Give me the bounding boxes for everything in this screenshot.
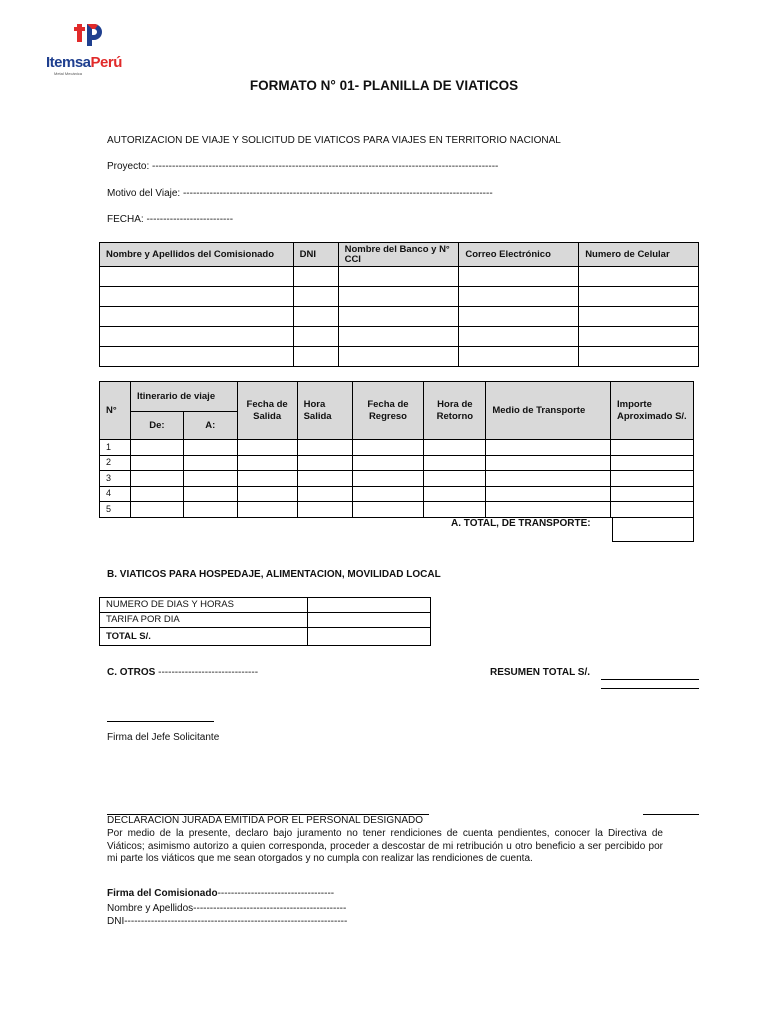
table-cell[interactable] — [611, 502, 694, 518]
table-row — [100, 598, 431, 613]
table-row — [100, 455, 694, 471]
table-cell[interactable] — [100, 307, 294, 327]
table-cell[interactable] — [308, 598, 431, 613]
table-cell[interactable] — [293, 347, 338, 367]
firma-comisionado-field[interactable] — [107, 888, 334, 899]
table-cell[interactable] — [237, 471, 297, 487]
table-row — [100, 440, 694, 456]
resumen-line-2 — [601, 688, 699, 689]
row-number: 3 — [100, 471, 131, 487]
table-row — [100, 267, 699, 287]
table-cell[interactable] — [297, 455, 352, 471]
table-cell[interactable] — [424, 455, 486, 471]
table-row — [100, 471, 694, 487]
table-cell[interactable] — [237, 440, 297, 456]
row-number: 2 — [100, 455, 131, 471]
table-row — [100, 287, 699, 307]
col-header-a: A: — [183, 412, 237, 440]
col-header-hora-retorno: Hora de Retorno — [424, 382, 486, 440]
col-header-dni: DNI — [293, 243, 338, 267]
col-header-de: De: — [130, 412, 183, 440]
table-cell[interactable] — [459, 307, 579, 327]
total-transporte-field[interactable] — [612, 518, 694, 542]
resumen-total-label: RESUMEN TOTAL S/. — [490, 667, 591, 678]
firma-comisionado-label: Firma del Comisionado — [107, 888, 218, 899]
table-cell[interactable] — [293, 327, 338, 347]
row-number: 1 — [100, 440, 131, 456]
row-number: 5 — [100, 502, 131, 518]
table-cell[interactable] — [237, 502, 297, 518]
viaticos-table — [99, 597, 431, 646]
table-cell[interactable] — [486, 440, 611, 456]
table-cell[interactable] — [611, 486, 694, 502]
otros-label: C. OTROS — [107, 667, 156, 678]
table-cell[interactable] — [183, 440, 237, 456]
table-cell[interactable] — [611, 440, 694, 456]
declaracion-line-right — [643, 814, 699, 815]
motivo-field[interactable]: Motivo del Viaje: --------------------------------------------------------------------------------------------- — [107, 188, 493, 199]
table-cell[interactable] — [130, 471, 183, 487]
nombre-apellidos-field[interactable]: Nombre y Apellidos---------------------------------------------- — [107, 903, 347, 914]
section-b-heading: B. VIATICOS PARA HOSPEDAJE, ALIMENTACION, MOVILIDAD LOCAL — [107, 569, 441, 580]
table-cell[interactable] — [611, 455, 694, 471]
declaracion-heading: DECLARACION JURADA EMITIDA POR EL PERSONAL DESIGNADO — [107, 815, 423, 826]
row-label-total: TOTAL S/. — [100, 628, 308, 646]
table-cell[interactable] — [237, 486, 297, 502]
table-cell[interactable] — [424, 502, 486, 518]
col-header-correo: Correo Electrónico — [459, 243, 579, 267]
table-cell[interactable] — [130, 440, 183, 456]
table-cell[interactable] — [130, 486, 183, 502]
table-cell[interactable] — [424, 486, 486, 502]
col-header-hora-salida: Hora Salida — [297, 382, 352, 440]
col-header-itinerario: Itinerario de viaje — [130, 382, 237, 412]
logo-wordmark: ItemsaPerú — [46, 54, 122, 71]
firma-jefe-label: Firma del Jefe Solicitante — [107, 732, 220, 743]
table-cell[interactable] — [579, 307, 699, 327]
logo-subtitle: Metal Mecánica — [54, 71, 83, 76]
table-cell[interactable] — [611, 471, 694, 487]
table-cell[interactable] — [338, 347, 459, 367]
col-header-fecha-regreso: Fecha de Regreso — [352, 382, 424, 440]
table-cell[interactable] — [297, 486, 352, 502]
table-row — [100, 307, 699, 327]
page-title: FORMATO N° 01- PLANILLA DE VIATICOS — [249, 78, 519, 93]
table-cell[interactable] — [237, 455, 297, 471]
table-cell[interactable] — [308, 628, 431, 646]
comisionado-header-row — [100, 243, 699, 267]
table-cell[interactable] — [459, 267, 579, 287]
table-cell[interactable] — [297, 502, 352, 518]
table-cell[interactable] — [293, 287, 338, 307]
table-cell[interactable] — [293, 307, 338, 327]
col-header-fecha-salida: Fecha de Salida — [237, 382, 297, 440]
table-cell[interactable] — [459, 287, 579, 307]
itinerario-table — [99, 381, 694, 518]
table-cell[interactable] — [486, 471, 611, 487]
itemsa-logo-icon — [74, 18, 104, 52]
company-logo — [46, 18, 136, 76]
fecha-field[interactable]: FECHA: -------------------------- — [107, 214, 234, 225]
table-cell[interactable] — [424, 471, 486, 487]
table-cell[interactable] — [297, 471, 352, 487]
table-cell[interactable] — [352, 502, 424, 518]
table-cell[interactable] — [352, 471, 424, 487]
table-cell[interactable] — [338, 267, 459, 287]
table-cell[interactable] — [338, 307, 459, 327]
comisionado-table — [99, 242, 699, 367]
table-cell[interactable] — [579, 327, 699, 347]
table-cell[interactable] — [130, 455, 183, 471]
table-cell[interactable] — [183, 502, 237, 518]
declaracion-body: Por medio de la presente, declaro bajo juramento no tener rendiciones de cuenta pendientes, conocer la Directiva de Viáticos; asimismo autorizo a quien corresponda, proceder a descostar de mi retribución u otro beneficio a ser percibido por mi parte los viáticos que me sean otorgados y no cumpla con realizar las rendiciones de cuenta. — [107, 828, 663, 864]
table-cell[interactable] — [459, 347, 579, 367]
table-cell[interactable] — [579, 347, 699, 367]
table-cell[interactable] — [183, 455, 237, 471]
firma-comisionado-dashes: ----------------------------------- — [217, 888, 335, 899]
table-row — [100, 613, 431, 628]
table-cell[interactable] — [100, 327, 294, 347]
table-cell[interactable] — [183, 471, 237, 487]
table-cell[interactable] — [100, 267, 294, 287]
proyecto-field[interactable]: Proyecto: -------------------------------------------------------------------------------------------------------- — [107, 161, 499, 172]
col-header-banco: Nombre del Banco y N° CCI — [338, 243, 459, 267]
resumen-line-1[interactable] — [601, 679, 699, 680]
table-row — [100, 347, 699, 367]
intro-heading: AUTORIZACION DE VIAJE Y SOLICITUD DE VIATICOS PARA VIAJES EN TERRITORIO NACIONAL — [107, 135, 561, 146]
table-cell[interactable] — [130, 502, 183, 518]
table-cell[interactable] — [100, 347, 294, 367]
table-cell[interactable] — [459, 327, 579, 347]
table-row — [100, 486, 694, 502]
dni-field[interactable]: DNI------------------------------------------------------------------- — [107, 916, 348, 927]
table-cell[interactable] — [352, 486, 424, 502]
table-row — [100, 502, 694, 518]
total-transporte-label: A. TOTAL, DE TRANSPORTE: — [451, 518, 591, 529]
table-cell[interactable] — [486, 455, 611, 471]
firma-jefe-line[interactable] — [107, 721, 214, 722]
row-label-tarifa: TARIFA POR DIA — [100, 613, 308, 628]
row-label-dias: NUMERO DE DIAS Y HORAS — [100, 598, 308, 613]
otros-dashes: ------------------------------ — [155, 667, 259, 678]
col-header-nombre: Nombre y Apellidos del Comisionado — [100, 243, 294, 267]
table-cell[interactable] — [486, 502, 611, 518]
col-header-importe: Importe Aproximado S/. — [611, 382, 694, 440]
col-header-celular: Numero de Celular — [579, 243, 699, 267]
table-cell[interactable] — [579, 287, 699, 307]
table-cell[interactable] — [100, 287, 294, 307]
table-row — [100, 327, 699, 347]
table-cell[interactable] — [352, 440, 424, 456]
table-cell[interactable] — [338, 287, 459, 307]
table-cell[interactable] — [297, 440, 352, 456]
table-cell[interactable] — [486, 486, 611, 502]
otros-field[interactable] — [107, 667, 258, 678]
table-cell[interactable] — [352, 455, 424, 471]
col-header-numero: N° — [100, 382, 131, 440]
table-cell[interactable] — [308, 613, 431, 628]
table-cell[interactable] — [183, 486, 237, 502]
table-cell[interactable] — [338, 327, 459, 347]
row-number: 4 — [100, 486, 131, 502]
table-cell[interactable] — [579, 267, 699, 287]
itinerario-header-row — [100, 382, 694, 412]
table-cell[interactable] — [293, 267, 338, 287]
table-cell[interactable] — [424, 440, 486, 456]
col-header-medio-transporte: Medio de Transporte — [486, 382, 611, 440]
table-row — [100, 628, 431, 646]
